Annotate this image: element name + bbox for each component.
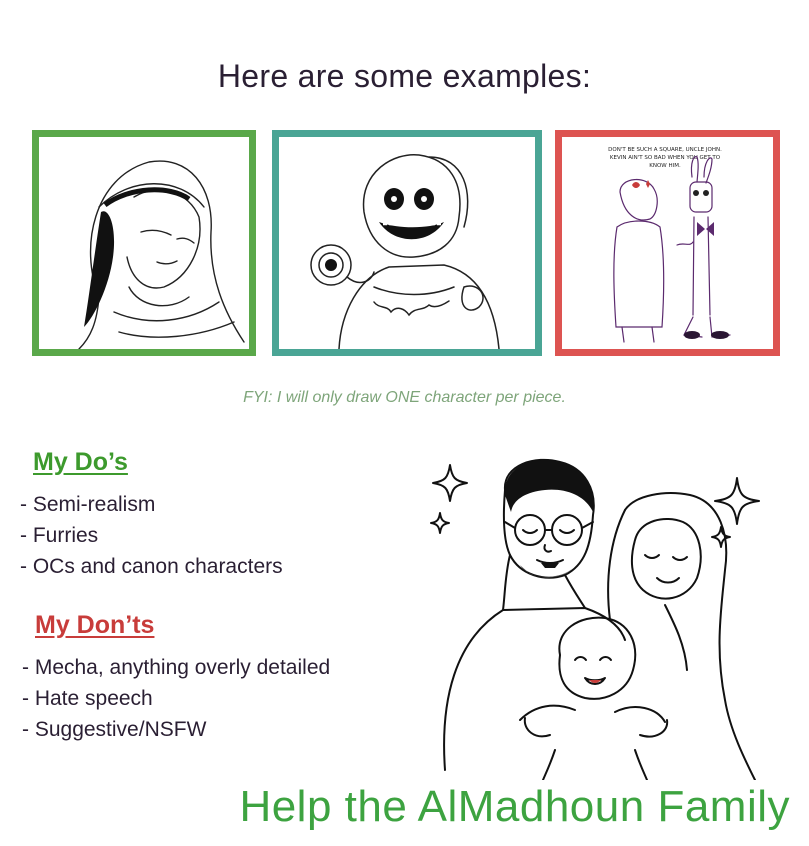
comic-caption-line-3: KNOW HIM. [649, 163, 681, 169]
grinning-character-sketch [279, 137, 535, 349]
page-title: Here are some examples: [217, 58, 592, 94]
comic-panel-sketch [562, 137, 773, 349]
single-character-note: FYI: I will only draw ONE character per piece. [243, 389, 566, 406]
dos-item-furries: - Furries [20, 524, 99, 547]
hijab-woman-sketch [39, 137, 249, 349]
donts-item-mecha: - Mecha, anything overly detailed [22, 656, 331, 679]
comic-caption-line-1: DON'T BE SUCH A SQUARE, UNCLE JOHN. [608, 147, 722, 153]
dos-item-ocs: - OCs and canon characters [20, 555, 283, 578]
footer-family-title: Help the AlMadhoun Family [239, 782, 790, 831]
sparkle-icon [712, 527, 730, 547]
dos-heading: My Do’s [33, 448, 128, 476]
donts-item-hate-speech: - Hate speech [22, 687, 153, 710]
example-artwork-comic-panel [555, 130, 780, 356]
example-artwork-grinning-character [272, 130, 542, 356]
dos-item-semi-realism: - Semi-realism [20, 493, 156, 516]
dos-list [20, 489, 283, 582]
donts-heading: My Don’ts [35, 611, 155, 639]
comic-caption-line-2: KEVIN AIN'T SO BAD WHEN YOU GET TO [609, 155, 721, 161]
donts-list [22, 652, 330, 745]
sparkle-icon [431, 513, 449, 533]
sparkle-icon [433, 465, 467, 501]
family-illustration [425, 450, 809, 780]
donts-item-nsfw: - Suggestive/NSFW [22, 718, 207, 741]
sparkle-icon [715, 478, 759, 524]
example-artwork-hijab-woman [32, 130, 256, 356]
family-line-drawing [425, 450, 809, 780]
